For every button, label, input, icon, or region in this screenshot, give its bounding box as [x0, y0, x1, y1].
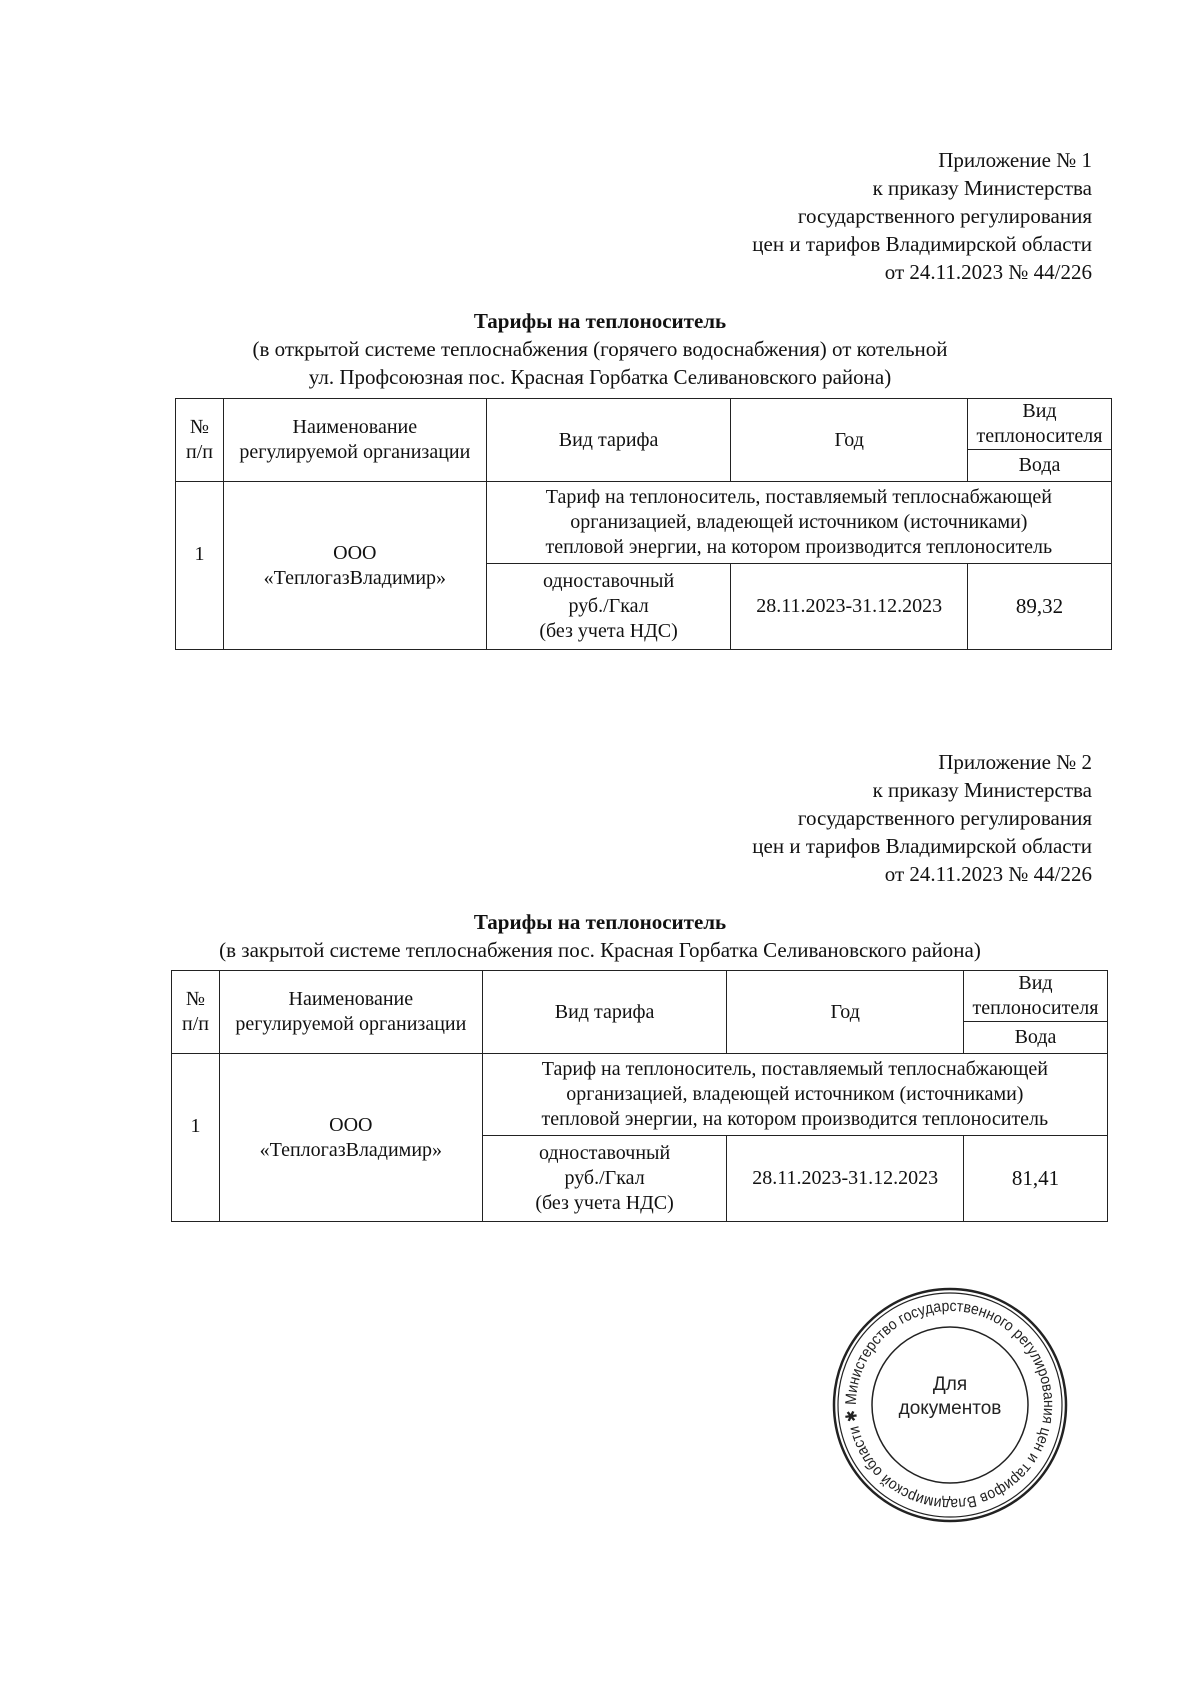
col-header-tariff-type: Вид тарифа [482, 971, 727, 1054]
appendix-1-ministry-2: цен и тарифов Владимирской области [752, 232, 1092, 256]
ministry-stamp [830, 1285, 1070, 1525]
appendix-1-title-block [0, 307, 1200, 391]
col-header-org: Наименование регулируемой организации [219, 971, 482, 1054]
appendix-2-ministry-2: цен и тарифов Владимирской области [752, 834, 1092, 858]
tariff-description: Тариф на теплоноситель, поставляемый теплоснабжающей организацией, владеющей источником (источниками) тепловой энергии, на котором производится теплоноситель [486, 482, 1111, 564]
appendix-1-date: от 24.11.2023 № 44/226 [884, 260, 1092, 284]
appendix-1-header [752, 146, 1092, 286]
appendix-2-order: к приказу Министерства [872, 778, 1092, 802]
col-header-carrier-water: Вода [964, 1022, 1108, 1054]
col-header-carrier-water: Вода [968, 450, 1112, 482]
rate-type: одноставочный руб./Гкал (без учета НДС) [482, 1136, 727, 1222]
appendix-1-tariff-table [175, 398, 1112, 650]
row-num: 1 [172, 1054, 220, 1222]
stamp-center-text: Для документов [898, 1374, 1002, 1419]
col-header-num: № п/п [172, 971, 220, 1054]
col-header-org: Наименование регулируемой организации [223, 399, 486, 482]
col-header-tariff-type: Вид тарифа [486, 399, 731, 482]
appendix-1-ministry: государственного регулирования [797, 204, 1092, 228]
row-num: 1 [176, 482, 224, 650]
col-header-num: № п/п [176, 399, 224, 482]
appendix-2-title: Тарифы на теплоноситель [473, 910, 727, 934]
tariff-period: 28.11.2023-31.12.2023 [731, 564, 968, 650]
appendix-2-tariff-table [171, 970, 1108, 1222]
appendix-1-subtitle-2: ул. Профсоюзная пос. Красная Горбатка Селивановского района) [308, 365, 892, 389]
org-name: ООО «ТеплогазВладимир» [219, 1054, 482, 1222]
col-header-year: Год [731, 399, 968, 482]
tariff-value: 89,32 [968, 564, 1112, 650]
col-header-carrier: Вид теплоносителя [968, 399, 1112, 450]
appendix-2-ministry: государственного регулирования [797, 806, 1092, 830]
appendix-1-label: Приложение № 1 [938, 148, 1092, 172]
org-name: ООО «ТеплогазВладимир» [223, 482, 486, 650]
appendix-2-header [752, 748, 1092, 888]
tariff-period: 28.11.2023-31.12.2023 [727, 1136, 964, 1222]
tariff-description: Тариф на теплоноситель, поставляемый теплоснабжающей организацией, владеющей источником (источниками) тепловой энергии, на котором производится теплоноситель [482, 1054, 1107, 1136]
appendix-1-title: Тарифы на теплоноситель [473, 309, 727, 333]
col-header-carrier: Вид теплоносителя [964, 971, 1108, 1022]
appendix-2-title-block [0, 908, 1200, 964]
appendix-2-date: от 24.11.2023 № 44/226 [884, 862, 1092, 886]
appendix-2-subtitle-1: (в закрытой системе теплоснабжения пос. Красная Горбатка Селивановского района) [219, 938, 981, 962]
appendix-1-order: к приказу Министерства [872, 176, 1092, 200]
appendix-2-label: Приложение № 2 [938, 750, 1092, 774]
rate-type: одноставочный руб./Гкал (без учета НДС) [486, 564, 731, 650]
tariff-value: 81,41 [964, 1136, 1108, 1222]
appendix-1-subtitle-1: (в открытой системе теплоснабжения (горячего водоснабжения) от котельной [252, 337, 948, 361]
stamp-ring-text: Министерство государственного регулирования цен и тарифов Владимирской области ✱ [842, 1297, 1058, 1513]
col-header-year: Год [727, 971, 964, 1054]
